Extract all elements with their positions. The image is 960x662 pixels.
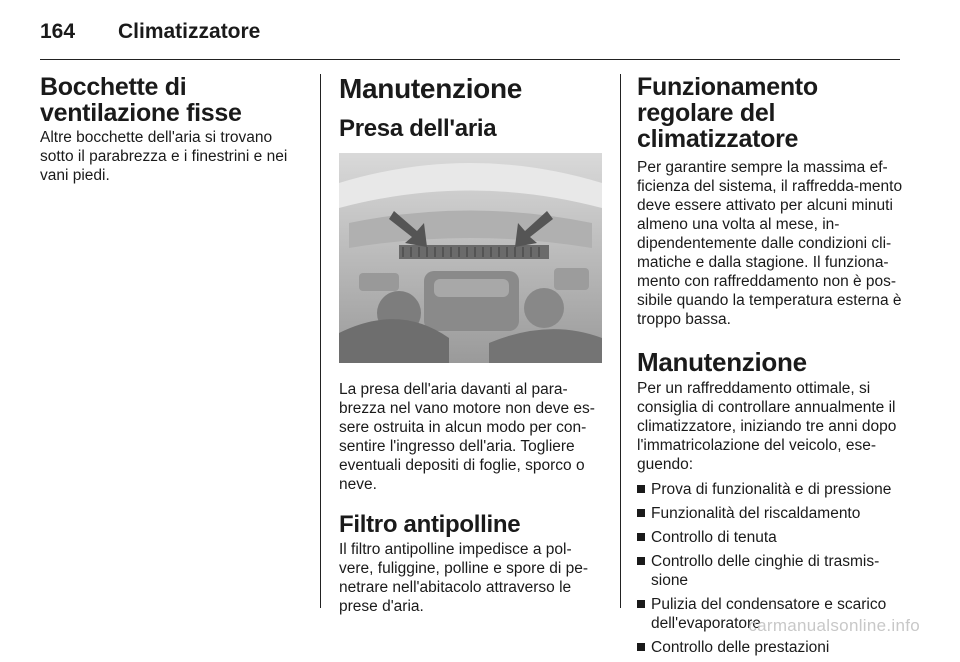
section-heading-regular-operation: Funzionamento regolare del climatizzatore xyxy=(637,73,818,153)
paragraph-maintenance: Per un raffreddamento ottimale, si consiglia di controllare annualmente il climatizzatore, iniziando tre anni dopo l'immatricolazione del veicolo, ese-guendo: xyxy=(637,380,897,473)
square-bullet-icon xyxy=(637,600,645,608)
list-item: Controllo delle cinghie di trasmis-sione xyxy=(637,552,903,590)
chapter-title: Climatizzatore xyxy=(118,20,261,43)
square-bullet-icon xyxy=(637,533,645,541)
header-rule xyxy=(40,59,900,60)
list-item: Controllo di tenuta xyxy=(637,528,903,547)
column-divider xyxy=(320,74,321,608)
section-heading-maintenance: Manutenzione xyxy=(637,347,807,377)
subheading-air-intake: Presa dell'aria xyxy=(339,115,497,142)
paragraph-pollen-filter: Il filtro antipolline impedisce a pol-vere, fuliggine, polline e spore di pe-netrare nell'abitacolo attraverso le prese d'aria. xyxy=(339,541,589,615)
page-header xyxy=(40,20,260,50)
list-item: Controllo delle prestazioni xyxy=(637,638,903,657)
square-bullet-icon xyxy=(637,509,645,517)
section-heading-fixed-vents: Bocchette di ventilazione fisse xyxy=(40,73,242,127)
engine-bay-figure xyxy=(339,153,602,363)
list-item: Prova di funzionalità e di pressione xyxy=(637,480,903,499)
subheading-pollen-filter: Filtro antipolline xyxy=(339,511,521,538)
column-right xyxy=(637,74,903,662)
square-bullet-icon xyxy=(637,557,645,565)
section-title-maintenance: Manutenzione xyxy=(339,73,523,104)
watermark: carmanualsonline.info xyxy=(748,616,920,635)
page-number: 164 xyxy=(40,20,76,43)
column-middle xyxy=(339,74,604,616)
paragraph-air-intake: La presa dell'aria davanti al para-brezza nel vano motore non deve es-sere ostruita in alcun modo per con-sentire l'ingresso dell'aria. Togliere eventuali depositi di foglie, sporco o neve. xyxy=(339,381,595,493)
paragraph-fixed-vents: Altre bocchette dell'aria si trovano sotto il parabrezza e i finestrini e nei vani piedi. xyxy=(40,129,288,184)
square-bullet-icon xyxy=(637,643,645,651)
paragraph-regular-operation: Per garantire sempre la massima ef-ficienza del sistema, il raffredda-mento deve essere attivato per alcuni minuti almeno una volta al mese, in-dipendentemente dalle condizioni cli-matiche e dalla stagione. Il funziona-mento con raffreddamento non è pos-sibile quando la temperatura esterna è troppo bassa. xyxy=(637,159,903,328)
column-left xyxy=(40,74,300,185)
list-item: Pulizia del condensatore e scarico dell'evaporatore xyxy=(637,595,903,633)
column-divider xyxy=(620,74,621,608)
square-bullet-icon xyxy=(637,485,645,493)
list-item: Funzionalità del riscaldamento xyxy=(637,504,903,523)
